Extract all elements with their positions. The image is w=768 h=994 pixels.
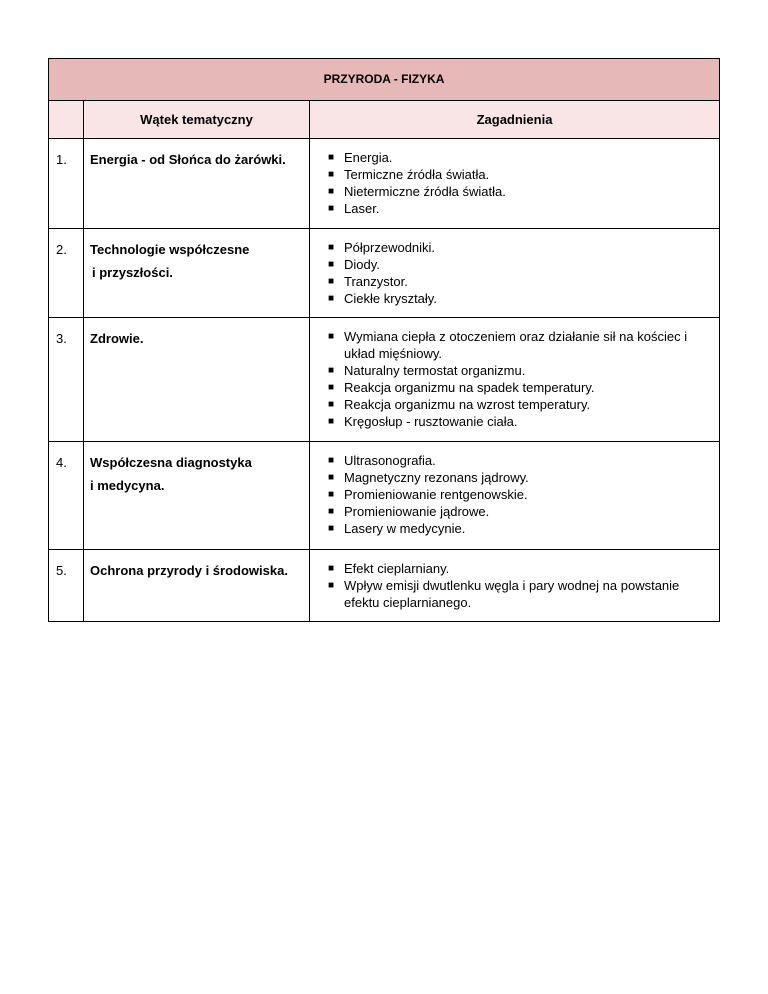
- header-issues: Zagadnienia: [310, 101, 720, 139]
- list-item: [328, 577, 709, 611]
- title-row: [49, 59, 720, 101]
- list-item-text: Promieniowanie jądrowe.: [344, 504, 490, 519]
- list-item: [328, 560, 709, 577]
- list-item-text: Tranzystor.: [344, 274, 408, 289]
- list-item: [328, 273, 709, 290]
- list-item: [328, 328, 709, 362]
- topic-line-1: Energia - od Słońca do żarówki.: [90, 152, 286, 167]
- row-items: [310, 229, 720, 318]
- row-items: [310, 139, 720, 229]
- square-bullet-icon: ■: [328, 331, 335, 342]
- curriculum-table: [48, 58, 720, 622]
- list-item: [328, 290, 709, 307]
- list-item-text: Energia.: [344, 150, 393, 165]
- list-item: [328, 396, 709, 413]
- row-topic: [84, 229, 310, 318]
- topic-line-1: Technologie współczesne: [90, 242, 250, 257]
- list-item-text: Półprzewodniki.: [344, 240, 436, 255]
- square-bullet-icon: ■: [328, 563, 335, 574]
- issues-list: [310, 149, 709, 217]
- issues-list: [310, 560, 709, 611]
- list-item: [328, 183, 709, 200]
- issues-list: [310, 239, 709, 307]
- list-item-text: Wymiana ciepła z otoczeniem oraz działanie sił na kościec i układ mięśniowy.: [344, 329, 688, 361]
- header-row: [49, 101, 720, 139]
- list-item-text: Naturalny termostat organizmu.: [344, 363, 526, 378]
- table-row: [49, 442, 720, 550]
- list-item: [328, 362, 709, 379]
- list-item-text: Promieniowanie rentgenowskie.: [344, 487, 528, 502]
- square-bullet-icon: ■: [328, 152, 335, 163]
- list-item: [328, 256, 709, 273]
- topic-line-1: Zdrowie.: [90, 331, 144, 346]
- square-bullet-icon: ■: [328, 416, 335, 427]
- square-bullet-icon: ■: [328, 203, 335, 214]
- square-bullet-icon: ■: [328, 382, 335, 393]
- issues-list: [310, 328, 709, 430]
- square-bullet-icon: ■: [328, 506, 335, 517]
- list-item-text: Diody.: [344, 257, 380, 272]
- row-number: 5.: [49, 550, 84, 622]
- square-bullet-icon: ■: [328, 242, 335, 253]
- square-bullet-icon: ■: [328, 523, 335, 534]
- row-items: [310, 550, 720, 622]
- row-topic: [84, 139, 310, 229]
- list-item: [328, 149, 709, 166]
- header-topic: Wątek tematyczny: [84, 101, 310, 139]
- topic-line-2: i przyszłości.: [92, 265, 173, 280]
- topic-line-1: Współczesna diagnostyka: [90, 455, 252, 470]
- topic-line-1: Ochrona przyrody i środowiska.: [90, 563, 288, 578]
- table-row: [49, 139, 720, 229]
- list-item: [328, 200, 709, 217]
- list-item-text: Reakcja organizmu na spadek temperatury.: [344, 380, 595, 395]
- row-topic: [84, 442, 310, 550]
- square-bullet-icon: ■: [328, 365, 335, 376]
- list-item: [328, 520, 709, 537]
- topic-line-2: i medycyna.: [90, 478, 165, 493]
- list-item: [328, 503, 709, 520]
- row-topic: [84, 550, 310, 622]
- table-row: [49, 229, 720, 318]
- table-row: [49, 318, 720, 442]
- square-bullet-icon: ■: [328, 293, 335, 304]
- square-bullet-icon: ■: [328, 472, 335, 483]
- square-bullet-icon: ■: [328, 186, 335, 197]
- list-item: [328, 469, 709, 486]
- list-item-text: Efekt cieplarniany.: [344, 561, 450, 576]
- list-item: [328, 239, 709, 256]
- list-item-text: Magnetyczny rezonans jądrowy.: [344, 470, 529, 485]
- square-bullet-icon: ■: [328, 276, 335, 287]
- row-items: [310, 318, 720, 442]
- square-bullet-icon: ■: [328, 169, 335, 180]
- list-item: [328, 166, 709, 183]
- list-item: [328, 413, 709, 430]
- list-item: [328, 379, 709, 396]
- row-topic: [84, 318, 310, 442]
- square-bullet-icon: ■: [328, 399, 335, 410]
- square-bullet-icon: ■: [328, 259, 335, 270]
- header-number: [49, 101, 84, 139]
- issues-list: [310, 452, 709, 537]
- list-item-text: Ciekłe kryształy.: [344, 291, 437, 306]
- square-bullet-icon: ■: [328, 580, 335, 591]
- list-item-text: Nietermiczne źródła światła.: [344, 184, 506, 199]
- list-item-text: Termiczne źródła światła.: [344, 167, 490, 182]
- table-title: PRZYRODA - FIZYKA: [49, 59, 720, 101]
- list-item-text: Wpływ emisji dwutlenku węgla i pary wodnej na powstanie efektu cieplarnianego.: [344, 578, 680, 610]
- square-bullet-icon: ■: [328, 489, 335, 500]
- list-item: [328, 486, 709, 503]
- row-number: 1.: [49, 139, 84, 229]
- row-number: 4.: [49, 442, 84, 550]
- row-number: 3.: [49, 318, 84, 442]
- square-bullet-icon: ■: [328, 455, 335, 466]
- list-item-text: Laser.: [344, 201, 380, 216]
- row-items: [310, 442, 720, 550]
- list-item-text: Ultrasonografia.: [344, 453, 436, 468]
- list-item: [328, 452, 709, 469]
- list-item-text: Reakcja organizmu na wzrost temperatury.: [344, 397, 591, 412]
- list-item-text: Kręgosłup - rusztowanie ciała.: [344, 414, 518, 429]
- table-row: [49, 550, 720, 622]
- row-number: 2.: [49, 229, 84, 318]
- list-item-text: Lasery w medycynie.: [344, 521, 466, 536]
